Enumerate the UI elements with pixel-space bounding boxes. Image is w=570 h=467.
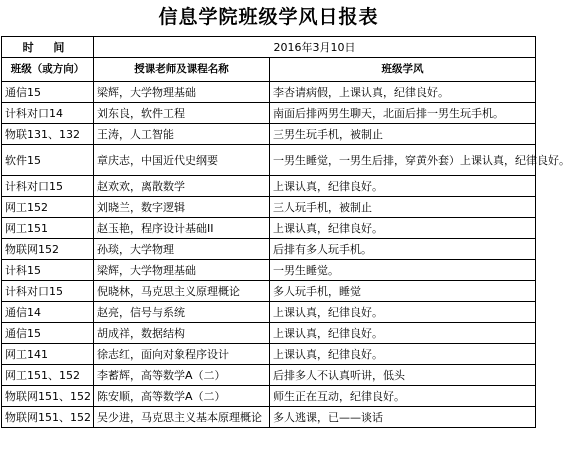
cell-class: 计科对口15 — [2, 281, 94, 302]
cell-teacher-course: 刘东良，软件工程 — [94, 103, 270, 124]
table-row — [2, 145, 536, 176]
cell-teacher-course: 吴少进，马克思主义基本原理概论 — [94, 407, 270, 428]
cell-teacher-course: 倪晓林，马克思主义原理概论 — [94, 281, 270, 302]
cell-status: 多人逃课，已——谈话 — [270, 407, 536, 428]
report-date: 2016年3月10日 — [94, 37, 536, 58]
cell-teacher-course: 李蓄辉，高等数学A（二） — [94, 365, 270, 386]
table-row — [2, 82, 536, 103]
cell-class: 网工152 — [2, 197, 94, 218]
cell-class: 物联131、132 — [2, 124, 94, 145]
report-title: 信息学院班级学风日报表 — [158, 6, 379, 28]
cell-teacher-course: 赵欢欢，离散数学 — [94, 176, 270, 197]
table-row — [2, 386, 536, 407]
header-teacher-course: 授课老师及课程名称 — [94, 58, 270, 82]
cell-class: 计科对口15 — [2, 176, 94, 197]
table-row — [2, 103, 536, 124]
cell-teacher-course: 赵玉艳，程序设计基础II — [94, 218, 270, 239]
cell-teacher-course: 刘晓兰，数字逻辑 — [94, 197, 270, 218]
cell-status: 上课认真，纪律良好。 — [270, 302, 536, 323]
cell-class: 网工141 — [2, 344, 94, 365]
table-row — [2, 302, 536, 323]
table-row — [2, 407, 536, 428]
cell-status: 师生正在互动，纪律良好。 — [270, 386, 536, 407]
time-row — [2, 37, 536, 58]
table-row — [2, 365, 536, 386]
cell-teacher-course: 章庆志，中国近代史纲要 — [94, 145, 270, 176]
cell-class: 物联网151、152 — [2, 407, 94, 428]
cell-status: 上课认真，纪律良好。 — [270, 218, 536, 239]
cell-teacher-course: 梁辉，大学物理基础 — [94, 82, 270, 103]
cell-status: 后排有多人玩手机。 — [270, 239, 536, 260]
cell-teacher-course: 赵亮，信号与系统 — [94, 302, 270, 323]
cell-class: 软件15 — [2, 145, 94, 176]
cell-status: 南面后排两男生聊天，北面后排一男生玩手机。 — [270, 103, 536, 124]
table-row — [2, 218, 536, 239]
cell-teacher-course: 王涛，人工智能 — [94, 124, 270, 145]
header-row — [2, 58, 536, 82]
cell-teacher-course: 陈安顺，高等数学A（二） — [94, 386, 270, 407]
cell-class: 通信14 — [2, 302, 94, 323]
table-row — [2, 260, 536, 281]
cell-status: 上课认真，纪律良好。 — [270, 344, 536, 365]
header-class: 班级（或方向） — [2, 58, 94, 82]
cell-status: 三男生玩手机，被制止 — [270, 124, 536, 145]
cell-status: 多人玩手机，睡觉 — [270, 281, 536, 302]
table-row — [2, 281, 536, 302]
table-row — [2, 176, 536, 197]
cell-teacher-course: 胡成祥，数据结构 — [94, 323, 270, 344]
cell-class: 计科15 — [2, 260, 94, 281]
cell-status: 一男生睡觉。 — [270, 260, 536, 281]
table-row — [2, 344, 536, 365]
cell-class: 网工151、152 — [2, 365, 94, 386]
table-row — [2, 239, 536, 260]
cell-status: 三人玩手机，被制止 — [270, 197, 536, 218]
cell-status: 后排多人不认真听讲，低头 — [270, 365, 536, 386]
cell-teacher-course: 孙琰，大学物理 — [94, 239, 270, 260]
cell-class: 网工151 — [2, 218, 94, 239]
cell-teacher-course: 梁辉，大学物理基础 — [94, 260, 270, 281]
time-label: 时 间 — [2, 37, 94, 58]
header-status: 班级学风 — [270, 58, 536, 82]
cell-class: 通信15 — [2, 82, 94, 103]
cell-class: 物联网152 — [2, 239, 94, 260]
cell-status: 李杏请病假，上课认真，纪律良好。 — [270, 82, 536, 103]
table-row — [2, 197, 536, 218]
cell-class: 物联网151、152 — [2, 386, 94, 407]
report-table — [1, 36, 570, 428]
cell-status: 上课认真，纪律良好。 — [270, 323, 536, 344]
cell-class: 通信15 — [2, 323, 94, 344]
cell-status: 一男生睡觉，一男生后排，穿黄外套）上课认真，纪律良好。 — [270, 145, 536, 176]
table-row — [2, 323, 536, 344]
cell-teacher-course: 徐志红，面向对象程序设计 — [94, 344, 270, 365]
table-row — [2, 124, 536, 145]
cell-status: 上课认真，纪律良好。 — [270, 176, 536, 197]
cell-class: 计科对口14 — [2, 103, 94, 124]
